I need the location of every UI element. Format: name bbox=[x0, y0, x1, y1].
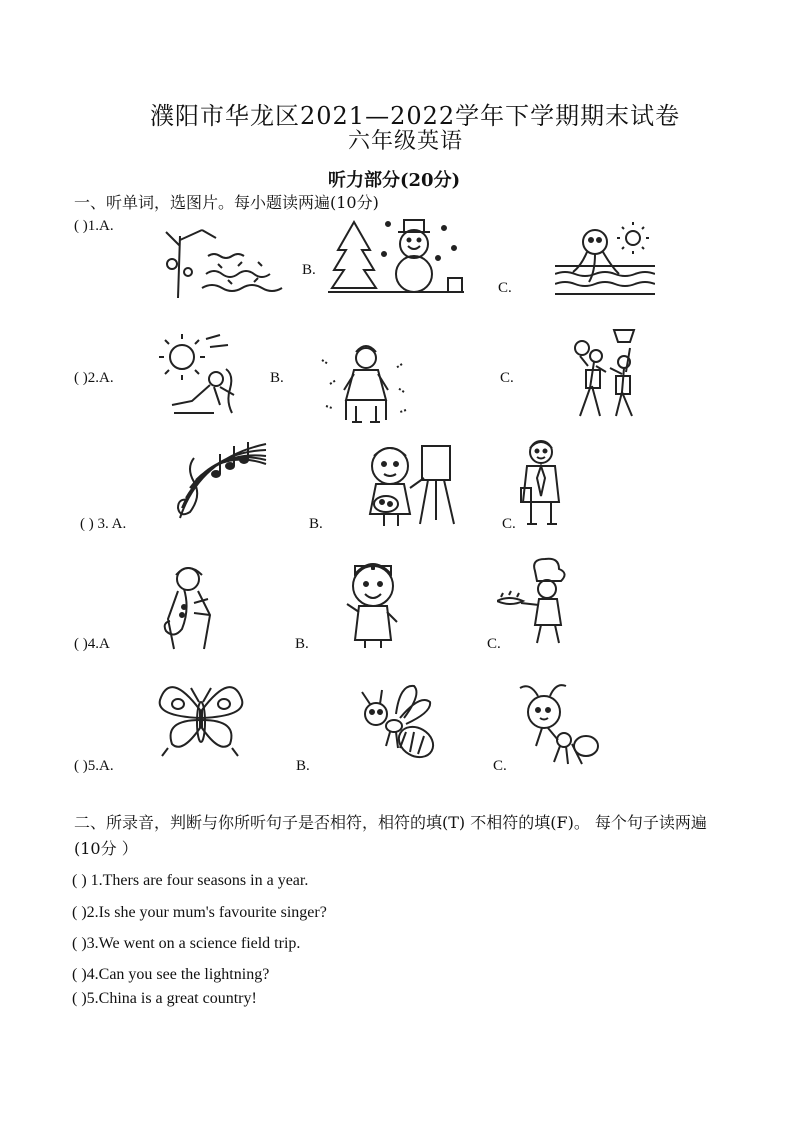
ant-icon bbox=[514, 680, 600, 768]
q2-b-label: B. bbox=[270, 370, 284, 386]
cold-child-icon bbox=[316, 340, 416, 426]
part2-heading: 二、所录音，判断与你所听句子是否相符，相符的填(T) 不相符的填(F)。 每个句子读两遍(10分 ） bbox=[74, 813, 707, 858]
sentence-3: ( )3.We went on a science field trip. bbox=[72, 935, 301, 952]
q5-number-label: ( )5.A. bbox=[74, 758, 114, 774]
q3-b-label: B. bbox=[309, 516, 323, 532]
q3-number-label: ( ) 3. A. bbox=[80, 516, 127, 532]
butterfly-icon bbox=[156, 680, 246, 762]
q4-b-label: B. bbox=[295, 636, 309, 652]
q4-number-label: ( )4.A bbox=[74, 636, 110, 652]
q2-number-label: ( )2.A. bbox=[74, 370, 114, 386]
music-notes-icon bbox=[172, 438, 268, 528]
q1-c-label: C. bbox=[498, 280, 512, 296]
painter-girl-icon bbox=[356, 442, 462, 528]
q5-c-label: C. bbox=[493, 758, 507, 774]
sentence-4: ( )4.Can you see the lightning? bbox=[72, 966, 270, 983]
sentence-2: ( )2.Is she your mum's favourite singer? bbox=[72, 904, 327, 921]
snowman-winter-icon bbox=[328, 214, 464, 294]
businessman-icon bbox=[519, 436, 565, 528]
chef-icon bbox=[497, 557, 573, 645]
nurse-icon bbox=[341, 556, 405, 650]
q1-number-label: ( )1.A. bbox=[74, 218, 114, 234]
basketball-players-icon bbox=[566, 326, 650, 422]
q2-c-label: C. bbox=[500, 370, 514, 386]
q4-c-label: C. bbox=[487, 636, 501, 652]
sentence-1: ( ) 1.Thers are four seasons in a year. bbox=[72, 872, 309, 889]
octopus-beach-icon bbox=[555, 222, 655, 302]
autumn-tree-icon bbox=[158, 226, 288, 301]
exam-subtitle: 六年级英语 bbox=[348, 129, 464, 154]
saxophone-player-icon bbox=[154, 563, 224, 653]
listening-section-title: 听力部分(20分) bbox=[328, 170, 461, 191]
q3-c-label: C. bbox=[502, 516, 516, 532]
exam-title: 濮阳市华龙区2021—2022学年下学期期末试卷 bbox=[150, 102, 681, 130]
bee-icon bbox=[352, 684, 444, 766]
q1-b-label: B. bbox=[302, 262, 316, 278]
q5-b-label: B. bbox=[296, 758, 310, 774]
sentence-5: ( )5.China is a great country! bbox=[72, 990, 257, 1007]
part1-heading: 一、听单词，选图片。每小题读两遍(10分) bbox=[74, 193, 379, 212]
sunbathing-icon bbox=[156, 333, 246, 423]
